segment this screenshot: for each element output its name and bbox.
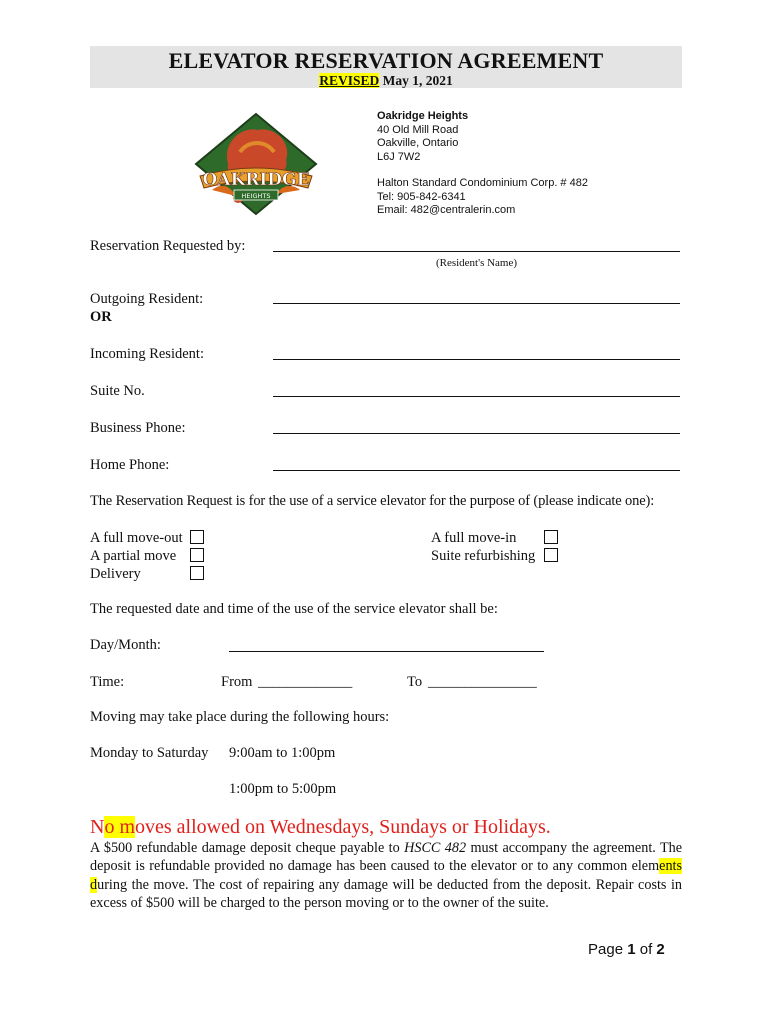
address-tel: Tel: 905-842-6341 [377, 190, 466, 203]
incoming-label: Incoming Resident: [90, 346, 204, 362]
deposit-text-1: A $500 refundable damage deposit cheque payable to [90, 840, 405, 856]
address-street: 40 Old Mill Road [377, 123, 459, 136]
or-label: OR [90, 309, 112, 325]
suite-refurbishing-checkbox[interactable] [544, 548, 558, 562]
option-full-move-in-label: A full move-in [431, 530, 517, 546]
address-city: Oakville, Ontario [377, 137, 459, 149]
hours-slot-2: 1:00pm to 5:00pm [229, 781, 337, 797]
full-move-in-checkbox[interactable] [544, 530, 558, 544]
option-delivery-label: Delivery [90, 566, 141, 582]
requested-by-label: Reservation Requested by: [90, 238, 246, 254]
to-field[interactable]: _______________ [428, 674, 537, 690]
deposit-paragraph [90, 839, 682, 913]
suite-field[interactable] [273, 396, 680, 397]
revised-date: May 1, 2021 [382, 73, 453, 88]
schedule-intro: The requested date and time of the use of the service elevator shall be: [90, 601, 498, 617]
business-phone-label: Business Phone: [90, 420, 186, 436]
day-month-label: Day/Month: [90, 637, 161, 653]
home-phone-field[interactable] [273, 470, 680, 471]
time-label: Time: [90, 674, 125, 690]
logo-text: OAKRIDGE [202, 170, 310, 190]
logo-subtext: HEIGHTS [241, 192, 271, 200]
hours-slot-1: 9:00am to 1:00pm [229, 745, 336, 761]
outgoing-field[interactable] [273, 303, 680, 304]
from-label: From [221, 674, 253, 690]
option-full-move-out-label: A full move-out [90, 530, 183, 546]
partial-move-checkbox[interactable] [190, 548, 204, 562]
home-phone-label: Home Phone: [90, 457, 170, 473]
deposit-text-2: must accompany the agreement. The deposit is refundable provided no damage has been caused to the elevator or to any common elem [90, 840, 683, 875]
notice-highlight: o m [104, 816, 136, 838]
business-phone-field[interactable] [273, 433, 680, 434]
notice-part-1: N [90, 816, 105, 838]
address-corp: Halton Standard Condominium Corp. # 482 [377, 177, 588, 189]
from-field[interactable]: _____________ [258, 674, 353, 690]
purpose-text: The Reservation Request is for the use of a service elevator for the purpose of (please indicate one): [90, 493, 655, 509]
page-word: Page [588, 941, 624, 958]
incoming-field[interactable] [273, 359, 680, 360]
revision-line [90, 73, 682, 89]
address-email: Email: 482@centralerin.com [377, 204, 516, 216]
deposit-payee: HSCC 482 [404, 840, 467, 856]
day-month-field[interactable] [229, 651, 544, 652]
no-moves-notice [90, 816, 551, 839]
of-word: of [639, 941, 653, 958]
page-number [588, 941, 665, 958]
address-name: Oakridge Heights [377, 110, 469, 122]
residents-name-caption: (Resident's Name) [435, 257, 518, 269]
revised-label: REVISED [319, 73, 380, 88]
option-partial-move-label: A partial move [90, 548, 177, 564]
address-postal: L6J 7W2 [377, 150, 421, 163]
outgoing-label: Outgoing Resident: [90, 291, 204, 307]
delivery-checkbox[interactable] [190, 566, 204, 580]
suite-label: Suite No. [90, 383, 145, 399]
hours-intro: Moving may take place during the following hours: [90, 709, 390, 725]
deposit-text-3: uring the move. The cost of repairing any damage will be deducted from the deposit. Repair costs in excess of $500 will be charged to the person moving or to the owner of the suite. [90, 876, 682, 912]
oakridge-logo [192, 112, 320, 216]
page-current: 1 [627, 941, 636, 958]
full-move-out-checkbox[interactable] [190, 530, 204, 544]
hours-days: Monday to Saturday [90, 745, 209, 761]
page-total: 2 [656, 941, 665, 958]
to-label: To [407, 674, 423, 690]
notice-part-2: oves allowed on Wednesdays, Sundays or Holidays. [135, 816, 551, 838]
address-block [377, 110, 588, 218]
deposit-highlight: ents d [90, 858, 682, 893]
requested-by-field[interactable] [273, 251, 680, 252]
option-suite-refurbishing-label: Suite refurbishing [431, 548, 536, 564]
page-title: ELEVATOR RESERVATION AGREEMENT [168, 48, 604, 73]
